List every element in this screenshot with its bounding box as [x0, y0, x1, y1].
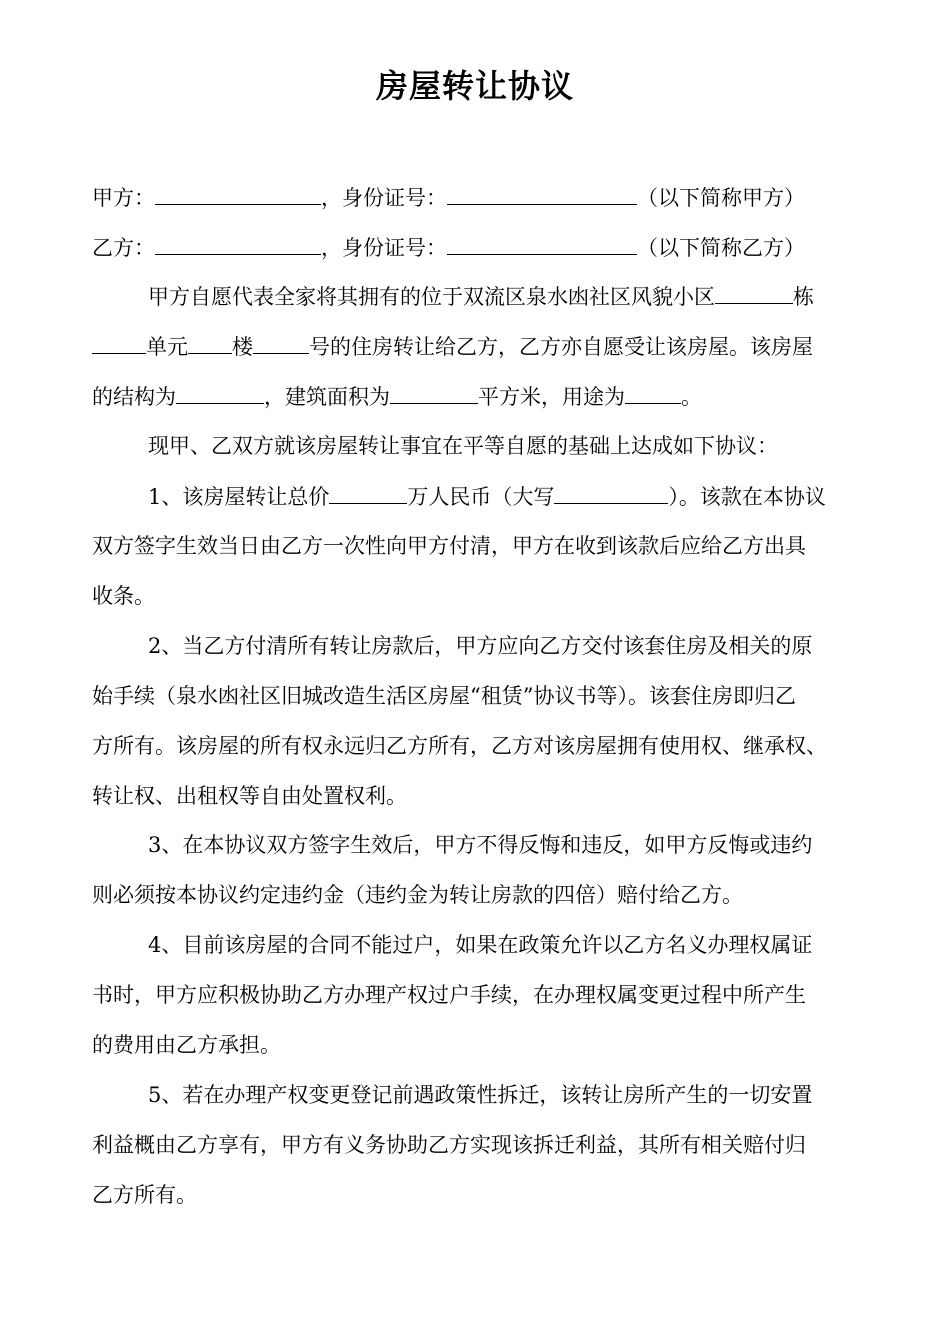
price-uppercase-blank[interactable] — [554, 481, 668, 504]
party-b-suffix: （以下简称乙方） — [637, 236, 805, 260]
intro-text: 号的住房转让给乙方，乙方亦自愿受让该房屋。该房屋 — [309, 335, 813, 359]
party-b-name-blank[interactable] — [155, 232, 321, 255]
intro-text: 单元 — [146, 335, 188, 359]
clause-text: 万人民币（大写 — [407, 485, 555, 509]
area-blank[interactable] — [390, 381, 478, 404]
clause-text: 1、该房屋转让总价 — [148, 485, 330, 509]
clause-2-line-1: 2、当乙方付清所有转让房款后，甲方应向乙方交付该套住房及相关的原 — [148, 634, 813, 658]
building-blank[interactable] — [715, 281, 793, 304]
clause-4-line-2: 书时，甲方应积极协助乙方办理产权过户手续，在办理权属变更过程中所产生 — [92, 983, 806, 1007]
party-a-name-blank[interactable] — [155, 182, 321, 205]
clause-1-line-2: 双方签字生效当日由乙方一次性向甲方付清，甲方在收到该款后应给乙方出具 — [92, 534, 806, 558]
document-title: 房屋转让协议 — [375, 67, 574, 105]
party-a-id-label: ，身份证号： — [321, 186, 447, 210]
floor-blank[interactable] — [188, 331, 232, 354]
clause-4-line-1: 4、目前该房屋的合同不能过户，如果在政策允许以乙方名义办理权属证 — [148, 933, 813, 957]
agreement-intro: 现甲、乙双方就该房屋转让事宜在平等自愿的基础上达成如下协议： — [148, 434, 778, 458]
unit-blank[interactable] — [92, 331, 146, 354]
clause-1-line-3: 收条。 — [92, 584, 155, 608]
party-b-line — [92, 232, 872, 263]
intro-text: 。 — [681, 385, 702, 409]
structure-blank[interactable] — [176, 381, 264, 404]
intro-line-2 — [92, 331, 872, 362]
party-a-line — [92, 182, 872, 213]
intro-line-3 — [92, 381, 872, 412]
intro-text: 甲方自愿代表全家将其拥有的位于双流区泉水凼社区风貌小区 — [148, 285, 715, 309]
clause-2-line-4: 转让权、出租权等自由处置权利。 — [92, 784, 407, 808]
intro-text: 平方米，用途为 — [478, 385, 625, 409]
clause-5-line-3: 乙方所有。 — [92, 1183, 197, 1207]
party-b-id-label: ，身份证号： — [321, 236, 447, 260]
party-a-label: 甲方： — [92, 186, 155, 210]
clause-3-line-1: 3、在本协议双方签字生效后，甲方不得反悔和违反，如甲方反悔或违约 — [148, 833, 813, 857]
number-blank[interactable] — [253, 331, 309, 354]
clause-4-line-3: 的费用由乙方承担。 — [92, 1033, 281, 1057]
party-b-label: 乙方： — [92, 236, 155, 260]
intro-text: 栋 — [793, 285, 814, 309]
intro-text: 的结构为 — [92, 385, 176, 409]
party-a-id-blank[interactable] — [447, 182, 637, 205]
clause-2-line-3: 方所有。该房屋的所有权永远归乙方所有，乙方对该房屋拥有使用权、继承权、 — [92, 734, 827, 758]
clause-5-line-2: 利益概由乙方享有，甲方有义务协助乙方实现该拆迁利益，其所有相关赔付归 — [92, 1133, 806, 1157]
intro-text: ，建筑面积为 — [264, 385, 390, 409]
clause-1-line-1 — [148, 481, 872, 512]
intro-line-1 — [148, 281, 872, 312]
usage-blank[interactable] — [625, 381, 681, 404]
clause-text: ）。该款在本协议 — [668, 485, 826, 509]
clause-3-line-2: 则必须按本协议约定违约金（违约金为转让房款的四倍）赔付给乙方。 — [92, 883, 743, 907]
price-blank[interactable] — [329, 481, 407, 504]
clause-5-line-1: 5、若在办理产权变更登记前遇政策性拆迁，该转让房所产生的一切安置 — [148, 1083, 813, 1107]
party-b-id-blank[interactable] — [447, 232, 637, 255]
clause-2-line-2: 始手续（泉水凼社区旧城改造生活区房屋“租赁”协议书等）。该套住房即归乙 — [92, 684, 796, 708]
intro-text: 楼 — [232, 335, 253, 359]
party-a-suffix: （以下简称甲方） — [637, 186, 805, 210]
